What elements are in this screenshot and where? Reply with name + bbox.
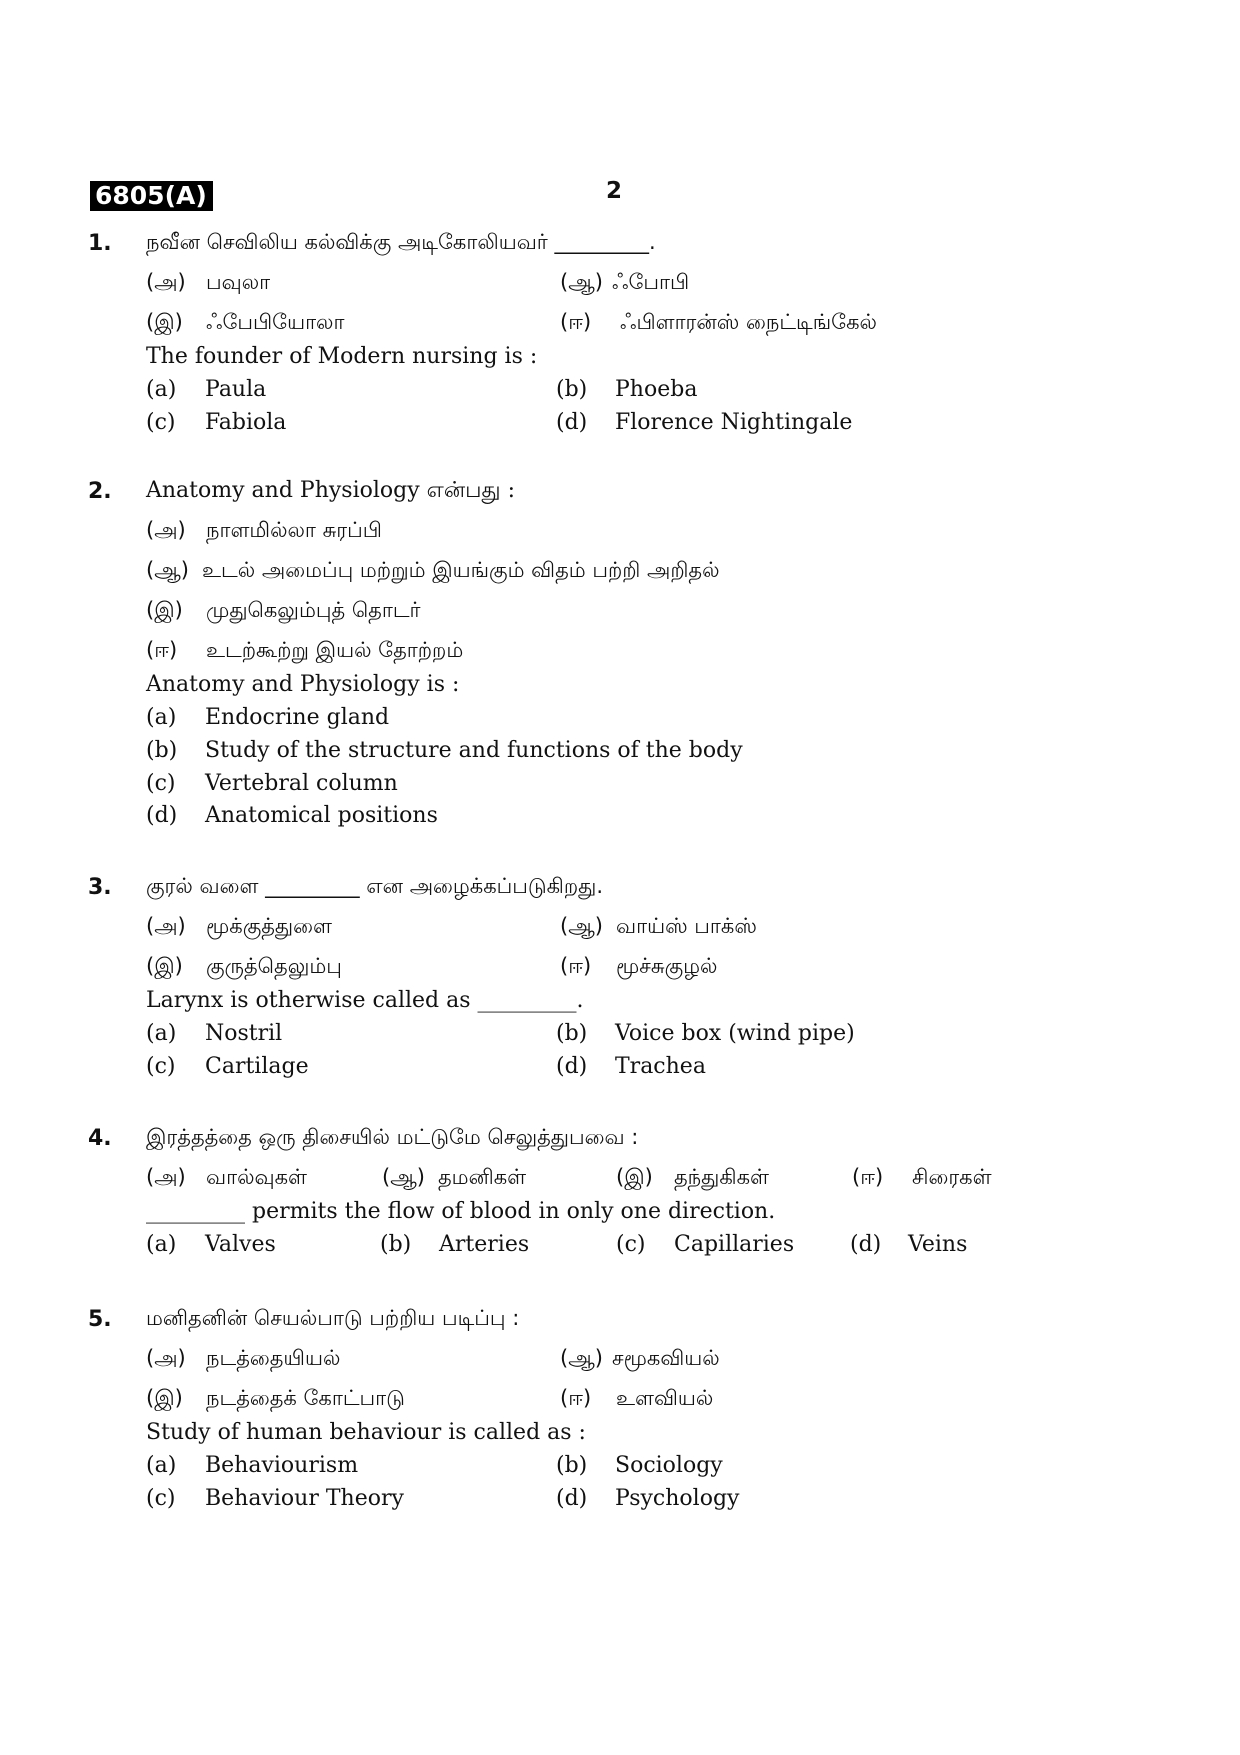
tamil-question-stem: நவீன செவிலிய கல்விக்கு அடிகோலியவர் _________. — [146, 230, 656, 254]
option-label: (c) — [616, 1232, 646, 1257]
option-text: Sociology — [615, 1453, 723, 1478]
english-option-a — [146, 377, 267, 402]
english-option-b — [556, 1021, 855, 1046]
paper-code-badge: 6805(A) — [90, 181, 213, 211]
option-label: (ஆ) — [560, 270, 603, 294]
option-label: (ஈ) — [560, 1386, 592, 1410]
tamil-option-d — [560, 1386, 714, 1413]
question-number: 4. — [88, 1126, 112, 1151]
english-question-stem: The founder of Modern nursing is : — [146, 344, 538, 369]
option-label: (b) — [146, 738, 178, 763]
option-text: உடல் அமைப்பு மற்றும் இயங்கும் விதம் பற்றி அறிதல் — [202, 558, 720, 582]
tamil-option-b — [146, 558, 720, 585]
option-label: (இ) — [146, 1386, 183, 1410]
option-label: (d) — [146, 803, 178, 828]
tamil-option-b — [382, 1165, 527, 1192]
option-label: (a) — [146, 1453, 177, 1478]
option-text: Arteries — [439, 1232, 530, 1257]
option-label: (c) — [146, 1054, 176, 1079]
option-label: (a) — [146, 705, 177, 730]
english-question-stem: Anatomy and Physiology is : — [146, 672, 460, 697]
option-text: Endocrine gland — [205, 705, 390, 730]
tamil-option-d — [146, 638, 464, 665]
tamil-option-d — [852, 1165, 992, 1192]
option-label: (ஆ) — [382, 1165, 425, 1189]
option-text: நாளமில்லா சுரப்பி — [206, 518, 382, 542]
option-text: சமூகவியல் — [612, 1346, 720, 1370]
option-text: நடத்தையியல் — [206, 1346, 341, 1370]
option-text: ஃபேபியோலா — [206, 310, 345, 334]
option-label: (c) — [146, 1486, 176, 1511]
tamil-option-d — [560, 954, 718, 981]
option-label: (அ) — [146, 1346, 186, 1370]
option-label: (ஈ) — [560, 310, 592, 334]
option-text: சிரைகள் — [912, 1165, 992, 1189]
english-option-a — [146, 705, 390, 730]
option-label: (ஆ) — [146, 558, 189, 582]
option-label: (d) — [556, 1486, 588, 1511]
english-option-c — [146, 1054, 309, 1079]
option-text: Nostril — [205, 1021, 283, 1046]
tamil-question-stem: இரத்தத்தை ஒரு திசையில் மட்டுமே செலுத்துபவை : — [146, 1125, 639, 1149]
english-option-a — [146, 1453, 359, 1478]
option-text: Anatomical positions — [205, 803, 438, 828]
tamil-option-c — [146, 310, 345, 337]
english-option-b — [556, 1453, 723, 1478]
english-question-stem: _________ permits the flow of blood in only one direction. — [146, 1199, 776, 1224]
option-text: உடற்கூற்று இயல் தோற்றம் — [206, 638, 464, 662]
english-option-d — [146, 803, 438, 828]
option-label: (ஆ) — [560, 914, 603, 938]
option-label: (ஈ) — [852, 1165, 884, 1189]
page-number: 2 — [606, 178, 623, 204]
option-text: Florence Nightingale — [615, 410, 853, 435]
option-text: வால்வுகள் — [206, 1165, 307, 1189]
option-text: Veins — [908, 1232, 968, 1257]
option-text: Vertebral column — [205, 771, 398, 796]
option-label: (b) — [380, 1232, 412, 1257]
option-label: (அ) — [146, 270, 186, 294]
option-label: (ஆ) — [560, 1346, 603, 1370]
option-label: (b) — [556, 1021, 588, 1046]
option-text: Paula — [205, 377, 267, 402]
english-option-c — [146, 771, 398, 796]
english-option-b — [146, 738, 743, 763]
option-label: (ஈ) — [560, 954, 592, 978]
option-text: தந்துகிகள் — [674, 1165, 769, 1189]
option-text: தமனிகள் — [438, 1165, 527, 1189]
english-option-c — [146, 1486, 404, 1511]
tamil-option-c — [146, 1386, 405, 1413]
option-text: Trachea — [615, 1054, 706, 1079]
option-text: Psychology — [615, 1486, 740, 1511]
option-label: (c) — [146, 410, 176, 435]
option-text: குருத்தெலும்பு — [206, 954, 342, 978]
option-text: Valves — [205, 1232, 276, 1257]
option-label: (d) — [556, 1054, 588, 1079]
option-label: (b) — [556, 1453, 588, 1478]
option-text: Capillaries — [674, 1232, 795, 1257]
option-label: (d) — [850, 1232, 882, 1257]
option-text: உளவியல் — [616, 1386, 714, 1410]
english-option-b — [556, 377, 698, 402]
option-text: முதுகெலும்புத் தொடர் — [206, 598, 421, 622]
option-label: (ஈ) — [146, 638, 178, 662]
english-option-c — [146, 410, 287, 435]
option-text: Voice box (wind pipe) — [615, 1021, 855, 1046]
tamil-option-c — [146, 954, 342, 981]
option-text: ஃபிளாரன்ஸ் நைட்டிங்கேல் — [620, 310, 877, 334]
tamil-option-b — [560, 270, 690, 297]
option-text: ஃபோபி — [612, 270, 690, 294]
question-number: 3. — [88, 875, 112, 900]
question-number: 1. — [88, 231, 112, 256]
option-label: (a) — [146, 1021, 177, 1046]
question-number: 2. — [88, 479, 112, 504]
option-text: வாய்ஸ் பாக்ஸ் — [616, 914, 757, 938]
tamil-option-b — [560, 1346, 720, 1373]
option-label: (a) — [146, 1232, 177, 1257]
english-option-d — [556, 1054, 706, 1079]
option-text: Fabiola — [205, 410, 287, 435]
english-option-b — [380, 1232, 530, 1257]
option-label: (இ) — [616, 1165, 653, 1189]
option-label: (b) — [556, 377, 588, 402]
tamil-option-a — [146, 1165, 307, 1192]
english-option-d — [556, 1486, 740, 1511]
tamil-question-stem: Anatomy and Physiology என்பது : — [146, 478, 516, 503]
option-text: Behaviourism — [205, 1453, 359, 1478]
tamil-option-a — [146, 270, 271, 297]
option-text: நடத்தைக் கோட்பாடு — [206, 1386, 405, 1410]
option-label: (d) — [556, 410, 588, 435]
tamil-question-stem: மனிதனின் செயல்பாடு பற்றிய படிப்பு : — [146, 1306, 520, 1330]
tamil-option-a — [146, 518, 382, 545]
option-text: Behaviour Theory — [205, 1486, 404, 1511]
option-label: (அ) — [146, 1165, 186, 1189]
tamil-option-c — [146, 598, 421, 625]
option-label: (இ) — [146, 310, 183, 334]
option-label: (c) — [146, 771, 176, 796]
tamil-option-c — [616, 1165, 769, 1192]
option-text: பவுலா — [206, 270, 271, 294]
english-option-d — [556, 410, 853, 435]
english-question-stem: Study of human behaviour is called as : — [146, 1420, 586, 1445]
tamil-question-stem: குரல் வளை _________ என அழைக்கப்படுகிறது. — [146, 874, 604, 898]
option-text: Study of the structure and functions of the body — [205, 738, 743, 763]
option-text: Phoeba — [615, 377, 698, 402]
option-text: மூச்சுகுழல் — [616, 954, 718, 978]
option-label: (இ) — [146, 954, 183, 978]
english-question-stem: Larynx is otherwise called as _________. — [146, 988, 584, 1013]
english-option-c — [616, 1232, 795, 1257]
option-label: (இ) — [146, 598, 183, 622]
option-label: (அ) — [146, 518, 186, 542]
tamil-option-a — [146, 914, 332, 941]
option-label: (அ) — [146, 914, 186, 938]
english-option-a — [146, 1021, 283, 1046]
option-label: (a) — [146, 377, 177, 402]
tamil-option-a — [146, 1346, 341, 1373]
english-option-d — [850, 1232, 968, 1257]
option-text: Cartilage — [205, 1054, 309, 1079]
option-text: மூக்குத்துளை — [206, 914, 332, 938]
tamil-option-b — [560, 914, 757, 941]
question-number: 5. — [88, 1307, 112, 1332]
english-option-a — [146, 1232, 276, 1257]
tamil-option-d — [560, 310, 877, 337]
